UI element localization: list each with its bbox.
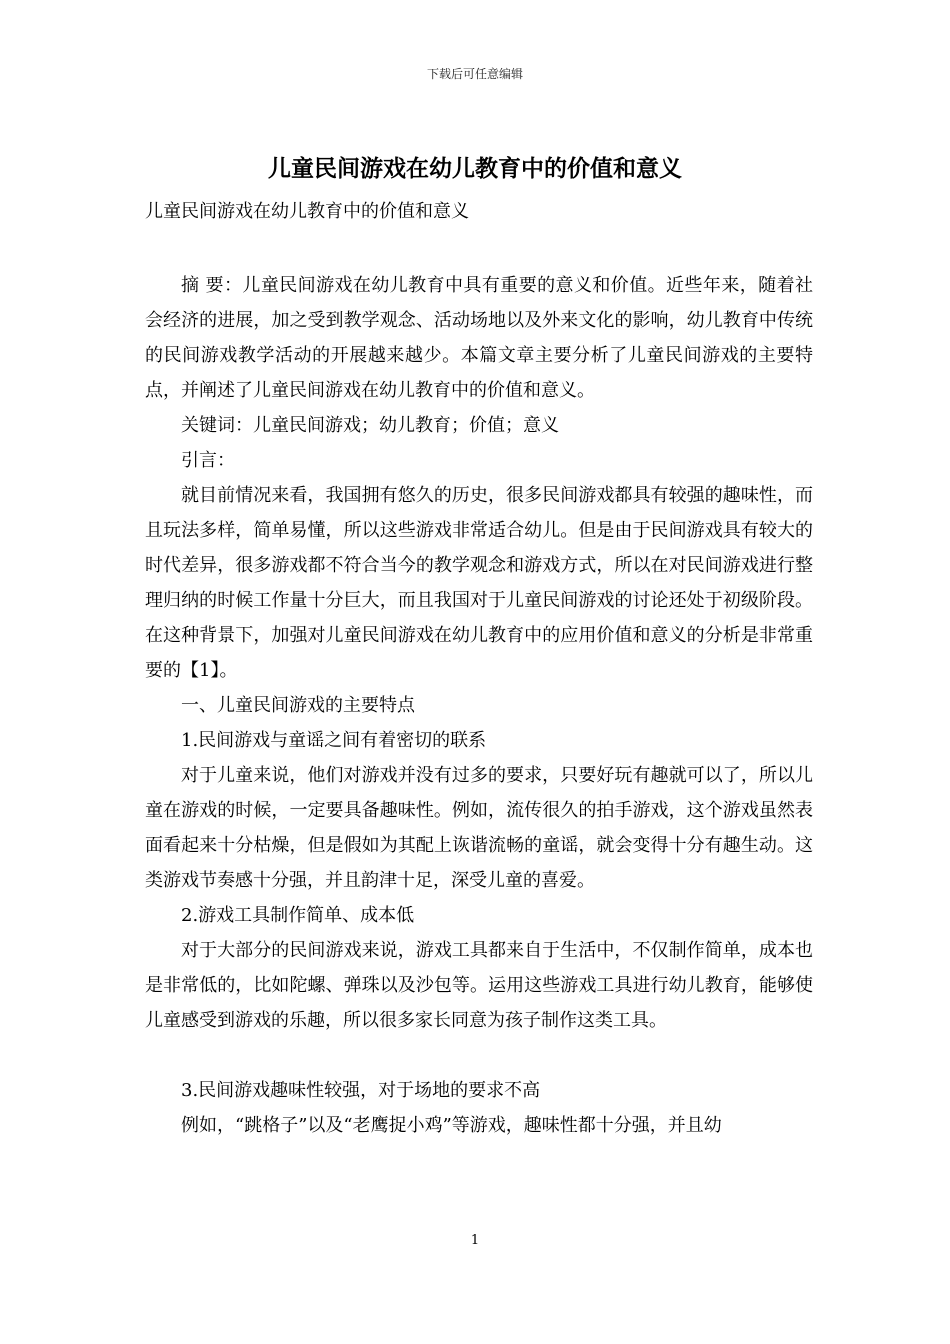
introduction-heading: 引言： — [181, 450, 235, 471]
subsection-heading-1: 1.民间游戏与童谣之间有着密切的联系 — [181, 730, 487, 751]
document-body — [145, 268, 813, 1143]
body-paragraph: 例如，“跳格子”以及“老鹰捉小鸡”等游戏，趣味性都十分强，并且幼 — [181, 1115, 722, 1136]
page-number: 1 — [470, 1233, 480, 1248]
subsection-heading-2: 2.游戏工具制作简单、成本低 — [181, 905, 415, 926]
body-paragraph: 对于大部分的民间游戏来说，游戏工具都来自于生活中，不仅制作简单，成本也是非常低的，比如陀螺、弹珠以及沙包等。运用这些游戏工具进行幼儿教育，能够使儿童感受到游戏的乐趣，所以很多家长同意为孩子制作这类工具。 — [145, 940, 813, 1031]
document-subtitle: 儿童民间游戏在幼儿教育中的价值和意义 — [145, 201, 469, 222]
document-title: 儿童民间游戏在幼儿教育中的价值和意义 — [268, 155, 682, 182]
keywords-paragraph: 关键词：儿童民间游戏；幼儿教育；价值；意义 — [181, 415, 559, 436]
page-header: 下载后可任意编辑 — [426, 67, 523, 81]
subsection-heading-3: 3.民间游戏趣味性较强，对于场地的要求不高 — [181, 1080, 541, 1101]
introduction-paragraph: 就目前情况来看，我国拥有悠久的历史，很多民间游戏都具有较强的趣味性，而且玩法多样，简单易懂，所以这些游戏非常适合幼儿。但是由于民间游戏具有较大的时代差异，很多游戏都不符合当今的教学观念和游戏方式，所以在对民间游戏进行整理归纳的时候工作量十分巨大，而且我国对于儿童民间游戏的讨论还处于初级阶段。在这种背景下，加强对儿童民间游戏在幼儿教育中的应用价值和意义的分析是非常重要的【1】。 — [145, 485, 813, 681]
abstract-paragraph: 摘 要：儿童民间游戏在幼儿教育中具有重要的意义和价值。近些年来，随着社会经济的进展，加之受到教学观念、活动场地以及外来文化的影响，幼儿教育中传统的民间游戏教学活动的开展越来越少。本篇文章主要分析了儿童民间游戏的主要特点，并阐述了儿童民间游戏在幼儿教育中的价值和意义。 — [145, 275, 813, 401]
section-heading-1: 一、儿童民间游戏的主要特点 — [181, 695, 415, 716]
body-paragraph: 对于儿童来说，他们对游戏并没有过多的要求，只要好玩有趣就可以了，所以儿童在游戏的时候，一定要具备趣味性。例如，流传很久的拍手游戏，这个游戏虽然表面看起来十分枯燥，但是假如为其配上诙谐流畅的童谣，就会变得十分有趣生动。这类游戏节奏感十分强，并且韵津十足，深受儿童的喜爱。 — [145, 765, 813, 891]
